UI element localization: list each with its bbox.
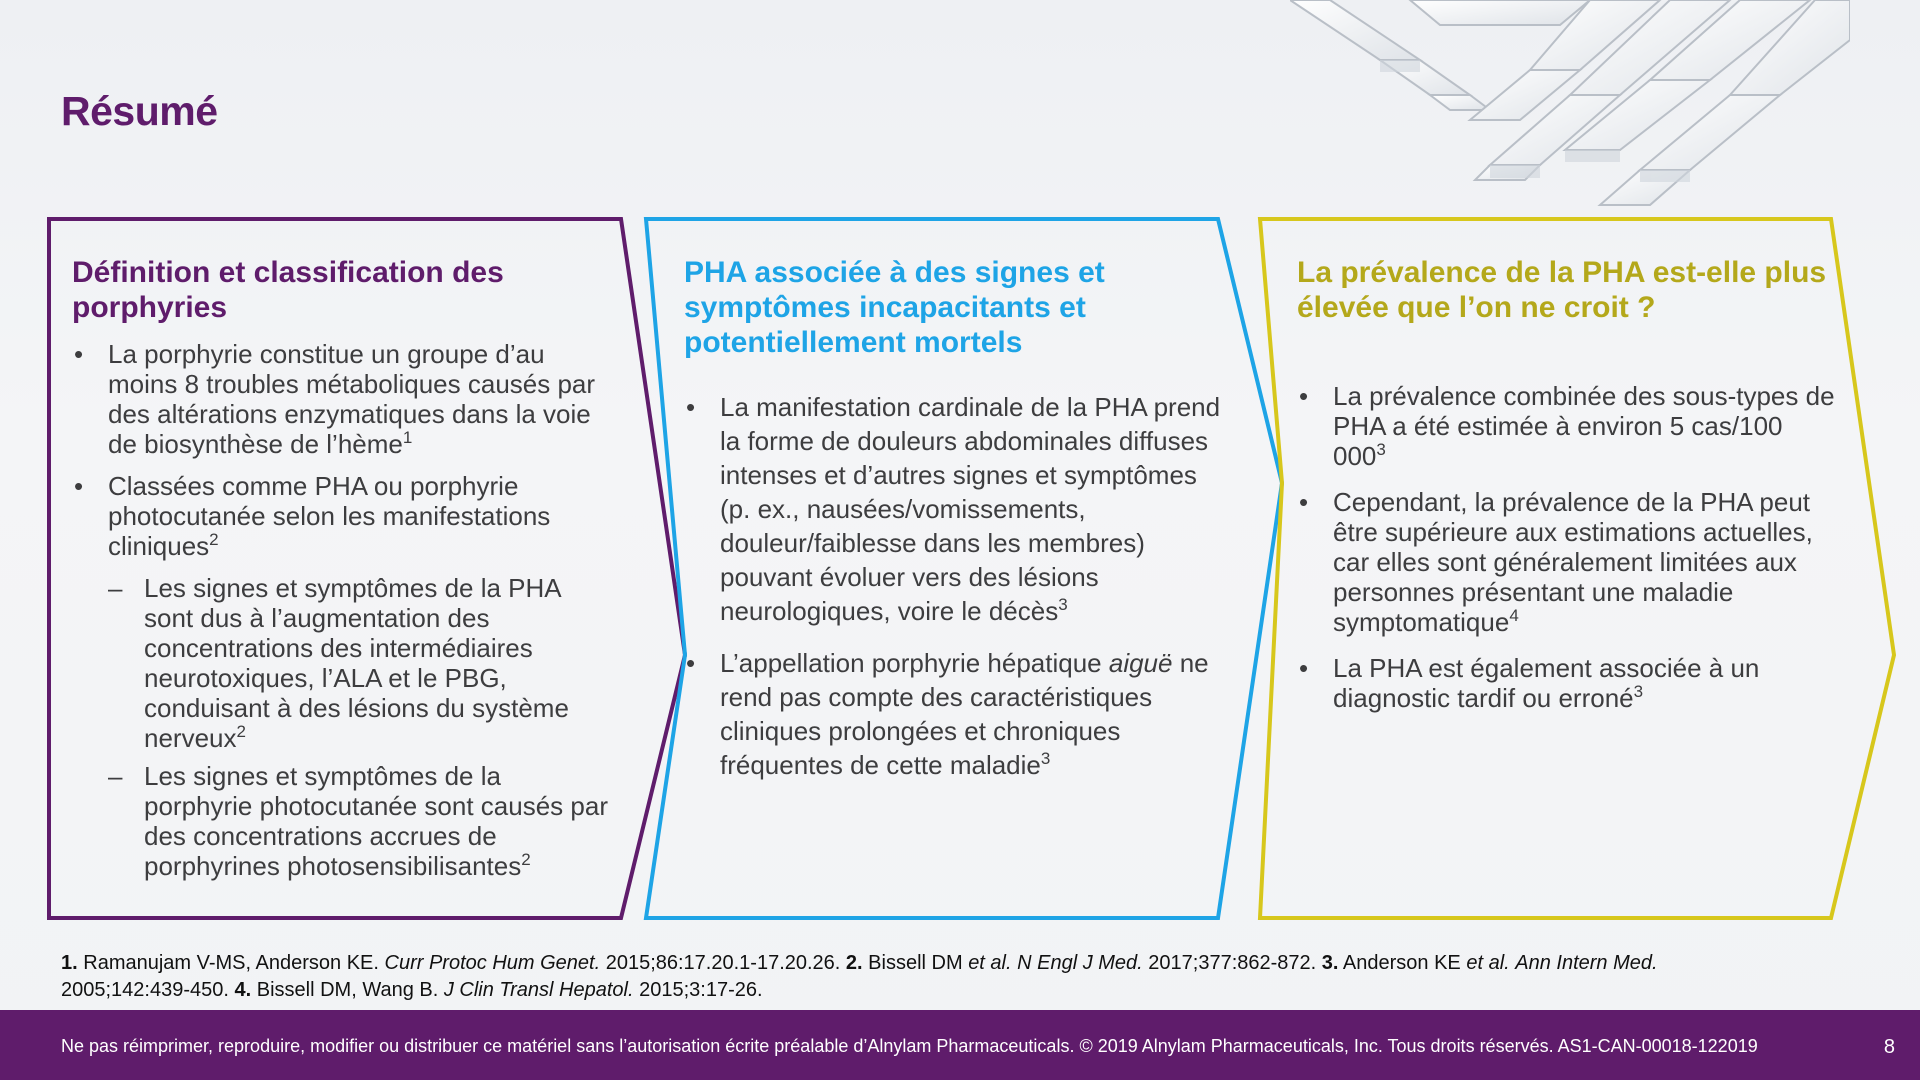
references bbox=[61, 950, 1761, 1004]
copyright-notice: Ne pas réimprimer, reproduire, modifier ou distribuer ce matériel sans l’autorisation écrite préalable d’Alnylam Pharmaceuticals. © 2019 Alnylam Pharmaceuticals, Inc. Tous droits réservés. AS1-CAN-00018-122019 bbox=[61, 1036, 1758, 1056]
panel-2-list bbox=[684, 390, 1224, 782]
slide-title: Résumé bbox=[61, 88, 218, 134]
list-item: • La manifestation cardinale de la PHA prend la forme de douleurs abdominales diffuses intenses et d’autres signes et symptômes (p. ex., nausées/vomissements, douleur/faiblesse dans les membres) pouvant évoluer vers des lésions neurologiques, voire le décès$^3$ bbox=[684, 390, 1224, 628]
panel-1-heading: Définition et classification des porphyries bbox=[72, 256, 504, 324]
reference-3: 3. Anderson KE et al. Ann Intern Med. 2005;142:439-450. bbox=[61, 952, 1658, 1001]
panel-symptoms bbox=[684, 255, 1224, 800]
reference-1: 1. Ramanujam V-MS, Anderson KE. Curr Protoc Hum Genet. 2015;86:17.20.1-17.20.26. bbox=[61, 952, 841, 974]
sub-list-item: – Les signes et symptômes de la PHA sont dus à l’augmentation des concentrations des intermédiaires neurotoxiques, l’ALA et le PBG, conduisant à des lésions du système nerveux$^2$ bbox=[72, 573, 612, 753]
sub-list-item: – Les signes et symptômes de la porphyrie photocutanée sont causés par des concentrations accrues de porphyrines photosensibilisantes$^2$ bbox=[72, 761, 612, 881]
list-item: • La prévalence combinée des sous-types de PHA a été estimée à environ 5 cas/100 $000^3$ bbox=[1297, 381, 1837, 471]
reference-2: 2. Bissell DM et al. N Engl J Med. 2017;377:862-872. bbox=[845, 952, 1317, 974]
panel-3-heading: La prévalence de la PHA est-elle plus élevée que l’on ne croit ? bbox=[1297, 256, 1827, 324]
list-item: • La porphyrie constitue un groupe d’au moins 8 troubles métaboliques causés par des altérations enzymatiques dans la voie de biosynthèse de l’hème$^1$ bbox=[72, 339, 612, 459]
list-item: • La PHA est également associée à un diagnostic tardif ou erroné$^3$ bbox=[1297, 653, 1837, 713]
panel-1-list bbox=[72, 339, 612, 881]
list-item: • Classées comme PHA ou porphyrie photocutanée selon les manifestations cliniques$^2$ bbox=[72, 471, 612, 561]
panel-3-list bbox=[1297, 381, 1837, 713]
list-item: • Cependant, la prévalence de la PHA peut être supérieure aux estimations actuelles, car elles sont généralement limitées aux personnes présentant une maladie symptomatique$^4$ bbox=[1297, 487, 1837, 637]
panel-prevalence bbox=[1297, 255, 1837, 729]
page-number: 8 bbox=[1883, 1036, 1895, 1058]
list-item: • L’appellation porphyrie hépatique aiguë ne rend pas compte des caractéristiques cliniques prolongées et chroniques fréquentes de cette maladie$^3$ bbox=[684, 646, 1224, 782]
panel-definition bbox=[72, 255, 612, 889]
panel-2-heading: PHA associée à des signes et symptômes incapacitants et potentiellement mortels bbox=[684, 256, 1105, 359]
reference-4: 4. Bissell DM, Wang B. J Clin Transl Hepatol. 2015;3:17-26. bbox=[234, 979, 763, 1001]
footer-bar bbox=[0, 1010, 1920, 1080]
